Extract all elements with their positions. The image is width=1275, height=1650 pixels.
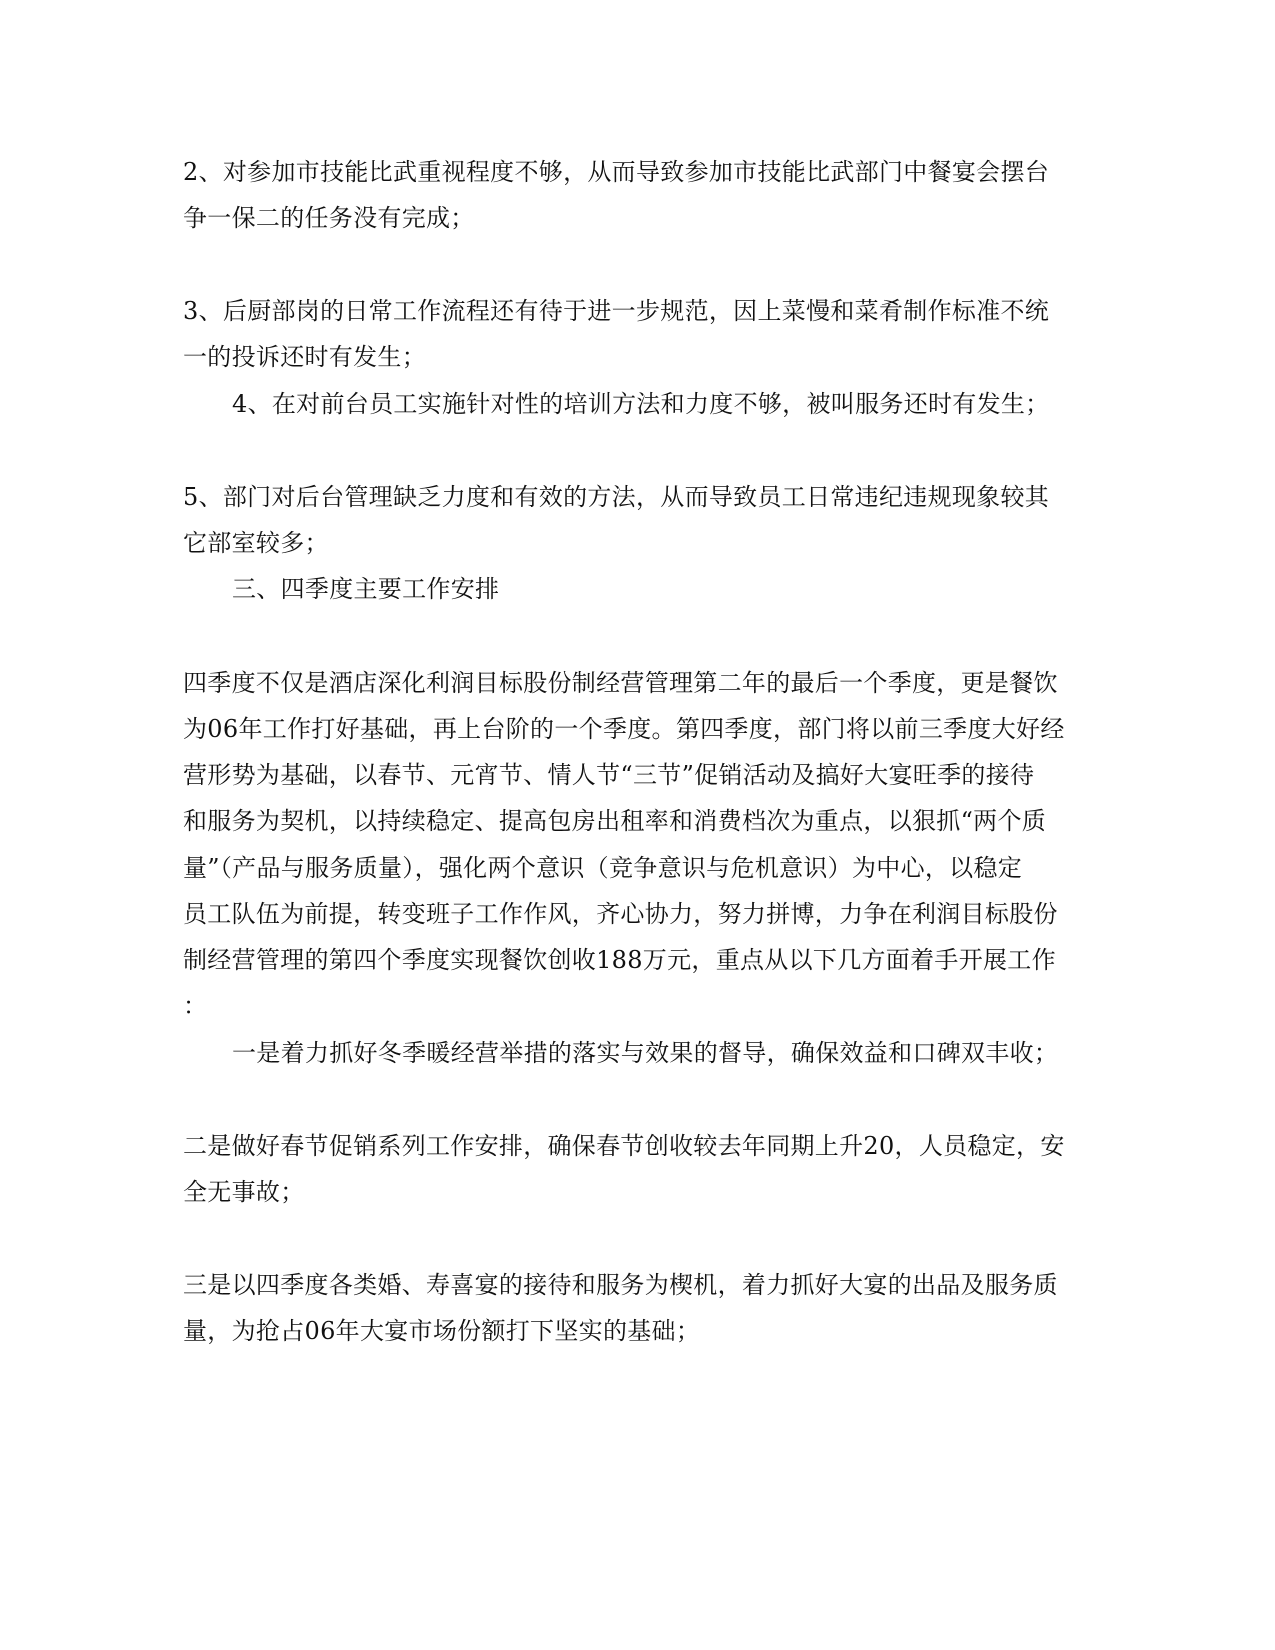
text-line: ： [183, 992, 208, 1020]
text-line: 为06年工作打好基础，再上台阶的一个季度。第四季度，部门将以前三季度大好经 [183, 715, 1065, 743]
text-line: 全无事故； [183, 1178, 305, 1206]
text-line: 四季度不仅是酒店深化利润目标股份制经营管理第二年的最后一个季度，更是餐饮 [183, 669, 1058, 697]
text-line: 5、部门对后台管理缺乏力度和有效的方法，从而导致员工日常违纪违规现象较其 [183, 483, 1050, 511]
text-line: 制经营管理的第四个季度实现餐饮创收188万元，重点从以下几方面着手开展工作 [183, 946, 1056, 974]
text-line: 2、对参加市技能比武重视程度不够，从而导致参加市技能比武部门中餐宴会摆台 [183, 158, 1050, 186]
text-line: 二是做好春节促销系列工作安排，确保春节创收较去年同期上升20，人员稳定，安 [183, 1132, 1065, 1160]
text-line: 营形势为基础，以春节、元宵节、情人节“三节”促销活动及搞好大宴旺季的接待 [183, 761, 1035, 789]
text-line: 它部室较多； [183, 529, 329, 557]
text-line: 和服务为契机，以持续稳定、提高包房出租率和消费档次为重点，以狠抓“两个质 [183, 807, 1047, 835]
section-heading: 三、四季度主要工作安排 [232, 575, 500, 603]
text-line: 3、后厨部岗的日常工作流程还有待于进一步规范，因上菜慢和菜肴制作标准不统 [183, 297, 1050, 325]
text-line: 三是以四季度各类婚、寿喜宴的接待和服务为楔机，着力抓好大宴的出品及服务质 [183, 1271, 1058, 1299]
text-line: 量”（产品与服务质量），强化两个意识（竞争意识与危机意识）为中心，以稳定 [183, 854, 1023, 882]
text-line: 4、在对前台员工实施针对性的培训方法和力度不够，被叫服务还时有发生； [232, 390, 1050, 418]
text-line: 员工队伍为前提，转变班子工作作风，齐心协力，努力拼博，力争在利润目标股份 [183, 900, 1058, 928]
text-line: 争一保二的任务没有完成； [183, 204, 475, 232]
text-line: 量，为抢占06年大宴市场份额打下坚实的基础； [183, 1317, 701, 1345]
text-line: 一的投诉还时有发生； [183, 343, 426, 371]
text-line: 一是着力抓好冬季暖经营举措的落实与效果的督导，确保效益和口碑双丰收； [232, 1039, 1059, 1067]
